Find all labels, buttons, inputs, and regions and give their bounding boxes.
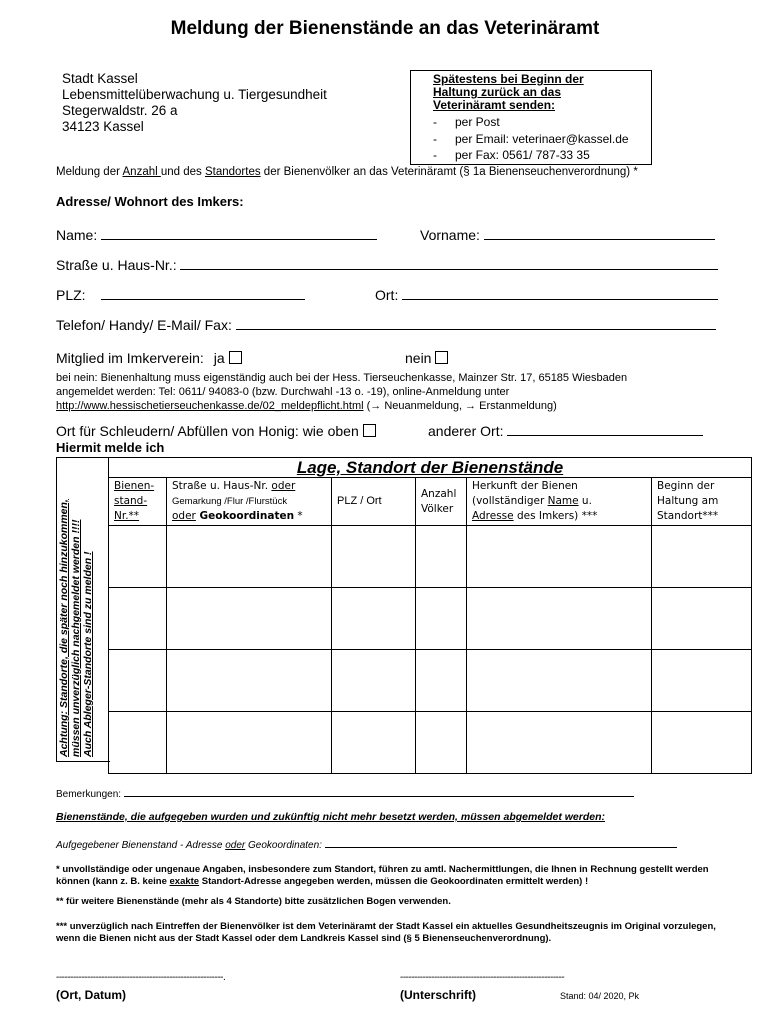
cell-herkunft[interactable] bbox=[467, 526, 652, 588]
cell-anzahl[interactable] bbox=[416, 712, 467, 774]
membership-no bbox=[405, 350, 448, 366]
name-label: Name: bbox=[56, 227, 98, 243]
membership-no-checkbox[interactable] bbox=[435, 351, 448, 364]
ort-label: Ort: bbox=[375, 287, 399, 303]
name-field[interactable] bbox=[56, 227, 377, 243]
telefon-field[interactable] bbox=[56, 317, 716, 333]
cell-nr[interactable] bbox=[109, 650, 167, 712]
abgemeldet-notice: Bienenstände, die aufgegeben wurden und zukünftig nicht mehr besetzt werden, müssen abgemeldet werden: bbox=[56, 811, 605, 823]
cell-herkunft[interactable] bbox=[467, 712, 652, 774]
cell-anzahl[interactable] bbox=[416, 650, 467, 712]
office-address bbox=[62, 71, 327, 135]
cell-plz[interactable] bbox=[332, 650, 416, 712]
membership-note: bei nein: Bienenhaltung muss eigenständig auch bei der Hess. Tierseuchenkasse, Mainzer Str. 17, 65185 Wiesbaden angemeldet werden: Tel: 0611/ 94083-0 (bzw. Durchwahl -13 o. -19), online-Anmeldung unter http://www.hessischetierseuchenkasse.de/02_meldepflicht.html (→ Neuanmeldung, → Erstanmeldung) bbox=[56, 372, 628, 412]
footnote-3: *** unverzüglich nach Eintreffen der Bienenvölker ist dem Veterinäramt der Stadt Kassel ein aktuelles Gesundheitszeugnis im Original vorzulegen, wenn die Bienen nicht aus der Stadt Kassel oder dem Landkreis Kassel sind (§ 5 Bienenseuchenverordnung). bbox=[56, 921, 716, 944]
bienenstand-table bbox=[108, 457, 752, 774]
ort-line[interactable] bbox=[402, 288, 718, 300]
send-instructions-box bbox=[410, 70, 652, 165]
stand-label: Stand: 04/ 2020, Pk bbox=[560, 991, 640, 1001]
strasse-label: Straße u. Haus-Nr.: bbox=[56, 257, 177, 273]
col-header-nr: Bienen- stand- Nr.** bbox=[109, 478, 167, 526]
aufgegeben-field[interactable]: Aufgegebener Bienenstand - Adresse oder Geokoordinaten: bbox=[56, 839, 677, 851]
cell-strasse[interactable] bbox=[167, 650, 332, 712]
name-line[interactable] bbox=[101, 228, 377, 240]
cell-plz[interactable] bbox=[332, 526, 416, 588]
page-title: Meldung der Bienenstände an das Veterinäramt bbox=[170, 18, 600, 39]
tierseuchenkasse-link[interactable]: http://www.hessischetierseuchenkasse.de/02_meldepflicht.html bbox=[56, 400, 364, 412]
bemerkungen-label: Bemerkungen: bbox=[56, 789, 122, 800]
send-heading: Spätestens bei Beginn der Haltung zurück an das Veterinäramt senden: bbox=[433, 72, 584, 112]
aufgegeben-line[interactable] bbox=[325, 839, 677, 848]
address-line: Stegerwaldstr. 26 a bbox=[62, 103, 178, 118]
strasse-field[interactable] bbox=[56, 257, 718, 273]
membership-yes-checkbox[interactable] bbox=[229, 351, 242, 364]
col-header-plz: PLZ / Ort bbox=[332, 478, 416, 526]
membership-no-label: nein bbox=[405, 350, 432, 366]
table-header-row bbox=[109, 478, 752, 526]
unterschrift-line[interactable]: ---------------------------------------------------------- bbox=[400, 972, 565, 983]
unterschrift-label: (Unterschrift) bbox=[400, 988, 477, 1002]
honig-other-line[interactable] bbox=[507, 424, 703, 436]
ort-datum-label: (Ort, Datum) bbox=[56, 988, 126, 1002]
bemerkungen-field[interactable] bbox=[56, 788, 634, 800]
meldung-intro: Meldung der Anzahl und des Standortes der Bienenvölker an das Veterinäramt (§ 1a Bienenseuchenverordnung) * bbox=[56, 166, 638, 178]
telefon-label: Telefon/ Handy/ E-Mail/ Fax: bbox=[56, 317, 232, 333]
address-line: Stadt Kassel bbox=[62, 71, 138, 86]
cell-strasse[interactable] bbox=[167, 526, 332, 588]
honig-other-field[interactable] bbox=[428, 423, 703, 439]
membership-yes-label: ja bbox=[213, 350, 225, 366]
ort-field[interactable] bbox=[375, 287, 718, 303]
send-option-fax: - per Fax: 0561/ 787-33 35 bbox=[433, 148, 590, 162]
col-header-anzahl: Anzahl Völker bbox=[416, 478, 467, 526]
plz-label: PLZ: bbox=[56, 287, 86, 303]
cell-herkunft[interactable] bbox=[467, 588, 652, 650]
vorname-field[interactable] bbox=[420, 227, 715, 243]
footnote-1: * unvollständige oder ungenaue Angaben, insbesondere zum Standort, führen zu amtl. Nachermittlungen, die Ihnen in Rechnung gestellt werden können (kann z. B. keine exakte Standort-Adresse angegeben werden, müssen die Geokoordinaten ermittelt werden) ! bbox=[56, 864, 709, 887]
bemerkungen-line[interactable] bbox=[124, 788, 634, 797]
cell-plz[interactable] bbox=[332, 712, 416, 774]
cell-nr[interactable] bbox=[109, 712, 167, 774]
cell-strasse[interactable] bbox=[167, 712, 332, 774]
table-row bbox=[109, 712, 752, 774]
cell-beginn[interactable] bbox=[652, 588, 752, 650]
side-note: Achtung: Standorte, die später noch hinzukommen, müssen unverzüglich nachgemeldet werden !!!! Auch Ableger-Standorte sind zu melden ! bbox=[58, 499, 94, 757]
honig-label: Ort für Schleudern/ Abfüllen von Honig: wie oben bbox=[56, 423, 359, 439]
section-heading-address: Adresse/ Wohnort des Imkers: bbox=[56, 194, 244, 209]
col-header-beginn: Beginn der Haltung am Standort*** bbox=[652, 478, 752, 526]
vorname-line[interactable] bbox=[484, 228, 715, 240]
cell-beginn[interactable] bbox=[652, 526, 752, 588]
col-header-herkunft: Herkunft der Bienen (vollständiger Name u. Adresse des Imkers) *** bbox=[467, 478, 652, 526]
send-option-post: - per Post bbox=[433, 115, 500, 129]
cell-herkunft[interactable] bbox=[467, 650, 652, 712]
col-header-strasse: Straße u. Haus-Nr. oder Gemarkung /Flur /Flurstück oder Geokoordinaten * bbox=[167, 478, 332, 526]
cell-beginn[interactable] bbox=[652, 650, 752, 712]
table-row bbox=[109, 588, 752, 650]
cell-nr[interactable] bbox=[109, 526, 167, 588]
cell-anzahl[interactable] bbox=[416, 588, 467, 650]
plz-line[interactable] bbox=[101, 288, 305, 300]
plz-field[interactable] bbox=[56, 287, 305, 303]
footnote-2: ** für weitere Bienenstände (mehr als 4 Standorte) bitte zusätzlichen Bogen verwenden. bbox=[56, 896, 451, 907]
table-heading: Lage, Standort der Bienenstände bbox=[109, 458, 752, 478]
address-line: Lebensmittelüberwachung u. Tiergesundheit bbox=[62, 87, 327, 102]
honig-row bbox=[56, 423, 376, 439]
honig-wie-oben-checkbox[interactable] bbox=[363, 424, 376, 437]
address-line: 34123 Kassel bbox=[62, 119, 144, 134]
cell-beginn[interactable] bbox=[652, 712, 752, 774]
send-option-email: - per Email: veterinaer@kassel.de bbox=[433, 131, 629, 146]
honig-other-label: anderer Ort: bbox=[428, 423, 504, 439]
table-row bbox=[109, 650, 752, 712]
ort-datum-line[interactable]: -----------------------------------------------------------. bbox=[56, 972, 226, 983]
cell-strasse[interactable] bbox=[167, 588, 332, 650]
cell-nr[interactable] bbox=[109, 588, 167, 650]
membership-label: Mitglied im Imkerverein: bbox=[56, 350, 204, 366]
hiermit-label: Hiermit melde ich bbox=[56, 440, 165, 455]
vorname-label: Vorname: bbox=[420, 227, 480, 243]
strasse-line[interactable] bbox=[180, 258, 718, 270]
table-row bbox=[109, 526, 752, 588]
telefon-line[interactable] bbox=[236, 318, 716, 330]
cell-anzahl[interactable] bbox=[416, 526, 467, 588]
membership-row bbox=[56, 350, 242, 366]
cell-plz[interactable] bbox=[332, 588, 416, 650]
